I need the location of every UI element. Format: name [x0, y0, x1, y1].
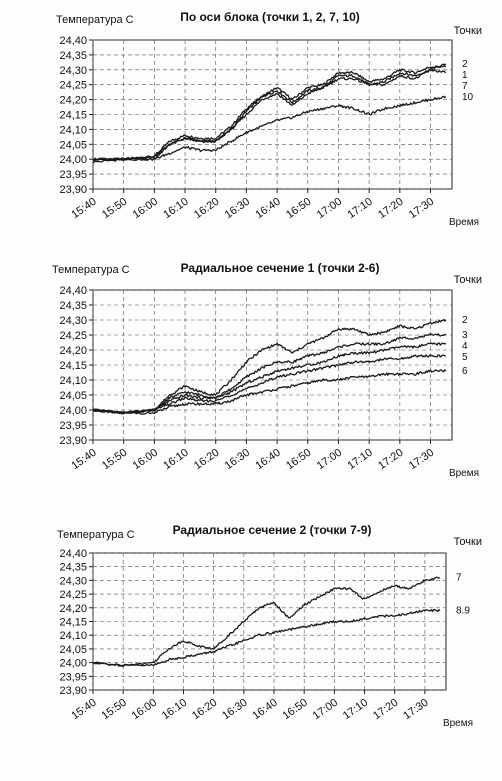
- x-tick-label: 17:20: [376, 446, 406, 473]
- chart-title: Радиальное сечение 2 (точки 7-9): [172, 523, 372, 537]
- y-tick-label: 24,25: [59, 330, 87, 342]
- series-label: 7: [462, 80, 468, 92]
- x-tick-label: 16:50: [284, 195, 314, 222]
- y-axis-label: Температура С: [52, 264, 130, 276]
- x-tick-label: 16:40: [250, 696, 280, 723]
- x-tick-label: 16:30: [222, 446, 253, 473]
- y-tick-label: 24,25: [59, 79, 87, 92]
- y-tick-label: 24,15: [59, 616, 87, 629]
- x-tick-label: 16:50: [280, 696, 310, 723]
- y-tick-label: 23,95: [59, 169, 87, 182]
- chart-title: По оси блока (точки 1, 2, 7, 10): [180, 10, 360, 24]
- y-tick-label: 24,05: [59, 643, 87, 656]
- x-tick-label: 17:10: [340, 696, 371, 723]
- y-tick-label: 23,90: [59, 685, 87, 697]
- x-tick-label: 15:40: [69, 446, 99, 473]
- x-tick-label: 16:30: [222, 195, 253, 222]
- y-tick-label: 24,30: [59, 64, 87, 77]
- series-label: 1: [462, 69, 468, 81]
- y-tick-label: 23,90: [59, 184, 87, 196]
- y-tick-label: 24,20: [59, 345, 87, 357]
- series-label: 6: [462, 366, 468, 377]
- series-label: 2: [462, 315, 468, 326]
- series-label: 10: [462, 91, 474, 103]
- x-axis-label: Время: [448, 468, 480, 479]
- y-tick-label: 24,05: [59, 390, 87, 402]
- y-tick-label: 24,40: [59, 548, 87, 560]
- y-axis-label: Температура С: [57, 529, 135, 541]
- x-tick-label: 16:40: [253, 446, 283, 473]
- y-tick-label: 24,35: [59, 561, 87, 574]
- y-tick-label: 24,10: [59, 375, 87, 387]
- series-line: [93, 610, 440, 666]
- x-tick-label: 15:40: [69, 195, 99, 222]
- plot-frame: [93, 40, 452, 189]
- y-tick-label: 24,40: [59, 35, 87, 47]
- series-line: [93, 69, 446, 160]
- series-line: [93, 96, 446, 160]
- y-tick-label: 23,90: [59, 435, 87, 447]
- legend-title: Точки: [453, 536, 482, 548]
- series-line: [93, 320, 446, 414]
- series-label: 4: [462, 341, 468, 352]
- y-tick-label: 24,30: [59, 575, 87, 588]
- y-tick-label: 24,15: [59, 360, 87, 372]
- y-tick-label: 24,35: [59, 49, 87, 62]
- x-tick-label: 16:10: [161, 195, 191, 222]
- y-tick-label: 23,95: [59, 420, 87, 432]
- x-tick-label: 17:00: [310, 696, 341, 723]
- x-tick-label: 17:30: [406, 446, 437, 473]
- x-tick-label: 17:30: [406, 195, 437, 222]
- y-tick-label: 24,10: [59, 630, 87, 643]
- series-label: 5: [462, 352, 468, 363]
- series-label: 7: [456, 572, 462, 584]
- x-tick-label: 16:00: [130, 195, 161, 222]
- y-tick-label: 24,10: [59, 124, 87, 137]
- x-tick-label: 16:40: [253, 195, 283, 222]
- series-line: [93, 343, 446, 413]
- y-tick-label: 24,00: [59, 657, 87, 670]
- y-axis-label: Температура С: [56, 14, 134, 26]
- y-tick-label: 24,20: [59, 602, 87, 615]
- x-axis-label: Время: [442, 718, 474, 729]
- x-tick-label: 15:50: [99, 446, 130, 473]
- x-tick-label: 16:30: [220, 696, 250, 723]
- x-tick-label: 17:10: [345, 195, 375, 222]
- x-tick-label: 16:00: [129, 696, 160, 723]
- x-tick-label: 17:10: [345, 446, 375, 473]
- x-tick-label: 17:20: [376, 195, 406, 222]
- x-tick-label: 15:50: [99, 696, 129, 723]
- x-axis-label: Время: [448, 217, 480, 228]
- x-tick-label: 15:50: [99, 195, 130, 222]
- x-tick-label: 16:20: [192, 195, 222, 222]
- x-tick-label: 17:30: [401, 696, 431, 723]
- series-line: [93, 355, 446, 414]
- legend-title: Точки: [453, 25, 482, 37]
- y-tick-label: 24,05: [59, 139, 87, 152]
- y-tick-label: 24,35: [59, 300, 87, 312]
- y-tick-label: 24,20: [59, 94, 87, 107]
- x-tick-label: 17:00: [314, 195, 345, 222]
- x-tick-label: 16:20: [189, 696, 220, 723]
- legend-title: Точки: [453, 274, 482, 286]
- x-tick-label: 15:40: [69, 696, 99, 723]
- x-tick-label: 16:20: [192, 446, 222, 473]
- y-tick-label: 24,00: [59, 405, 87, 417]
- x-tick-label: 16:10: [161, 446, 191, 473]
- series-label: 2: [462, 58, 468, 70]
- x-tick-label: 16:10: [159, 696, 190, 723]
- y-tick-label: 24,30: [59, 315, 87, 327]
- series-label: 3: [462, 330, 468, 341]
- y-tick-label: 24,40: [59, 285, 87, 297]
- y-tick-label: 23,95: [59, 671, 87, 684]
- chart-title: Радиальное сечение 1 (точки 2-6): [180, 261, 380, 275]
- series-line: [93, 370, 446, 414]
- x-tick-label: 17:00: [314, 446, 345, 473]
- x-tick-label: 16:00: [130, 446, 161, 473]
- y-tick-label: 24,15: [59, 109, 87, 122]
- y-tick-label: 24,00: [59, 154, 87, 167]
- x-tick-label: 17:20: [370, 696, 401, 723]
- y-tick-label: 24,25: [59, 589, 87, 602]
- series-label: 8.9: [456, 605, 470, 617]
- x-tick-label: 16:50: [284, 446, 314, 473]
